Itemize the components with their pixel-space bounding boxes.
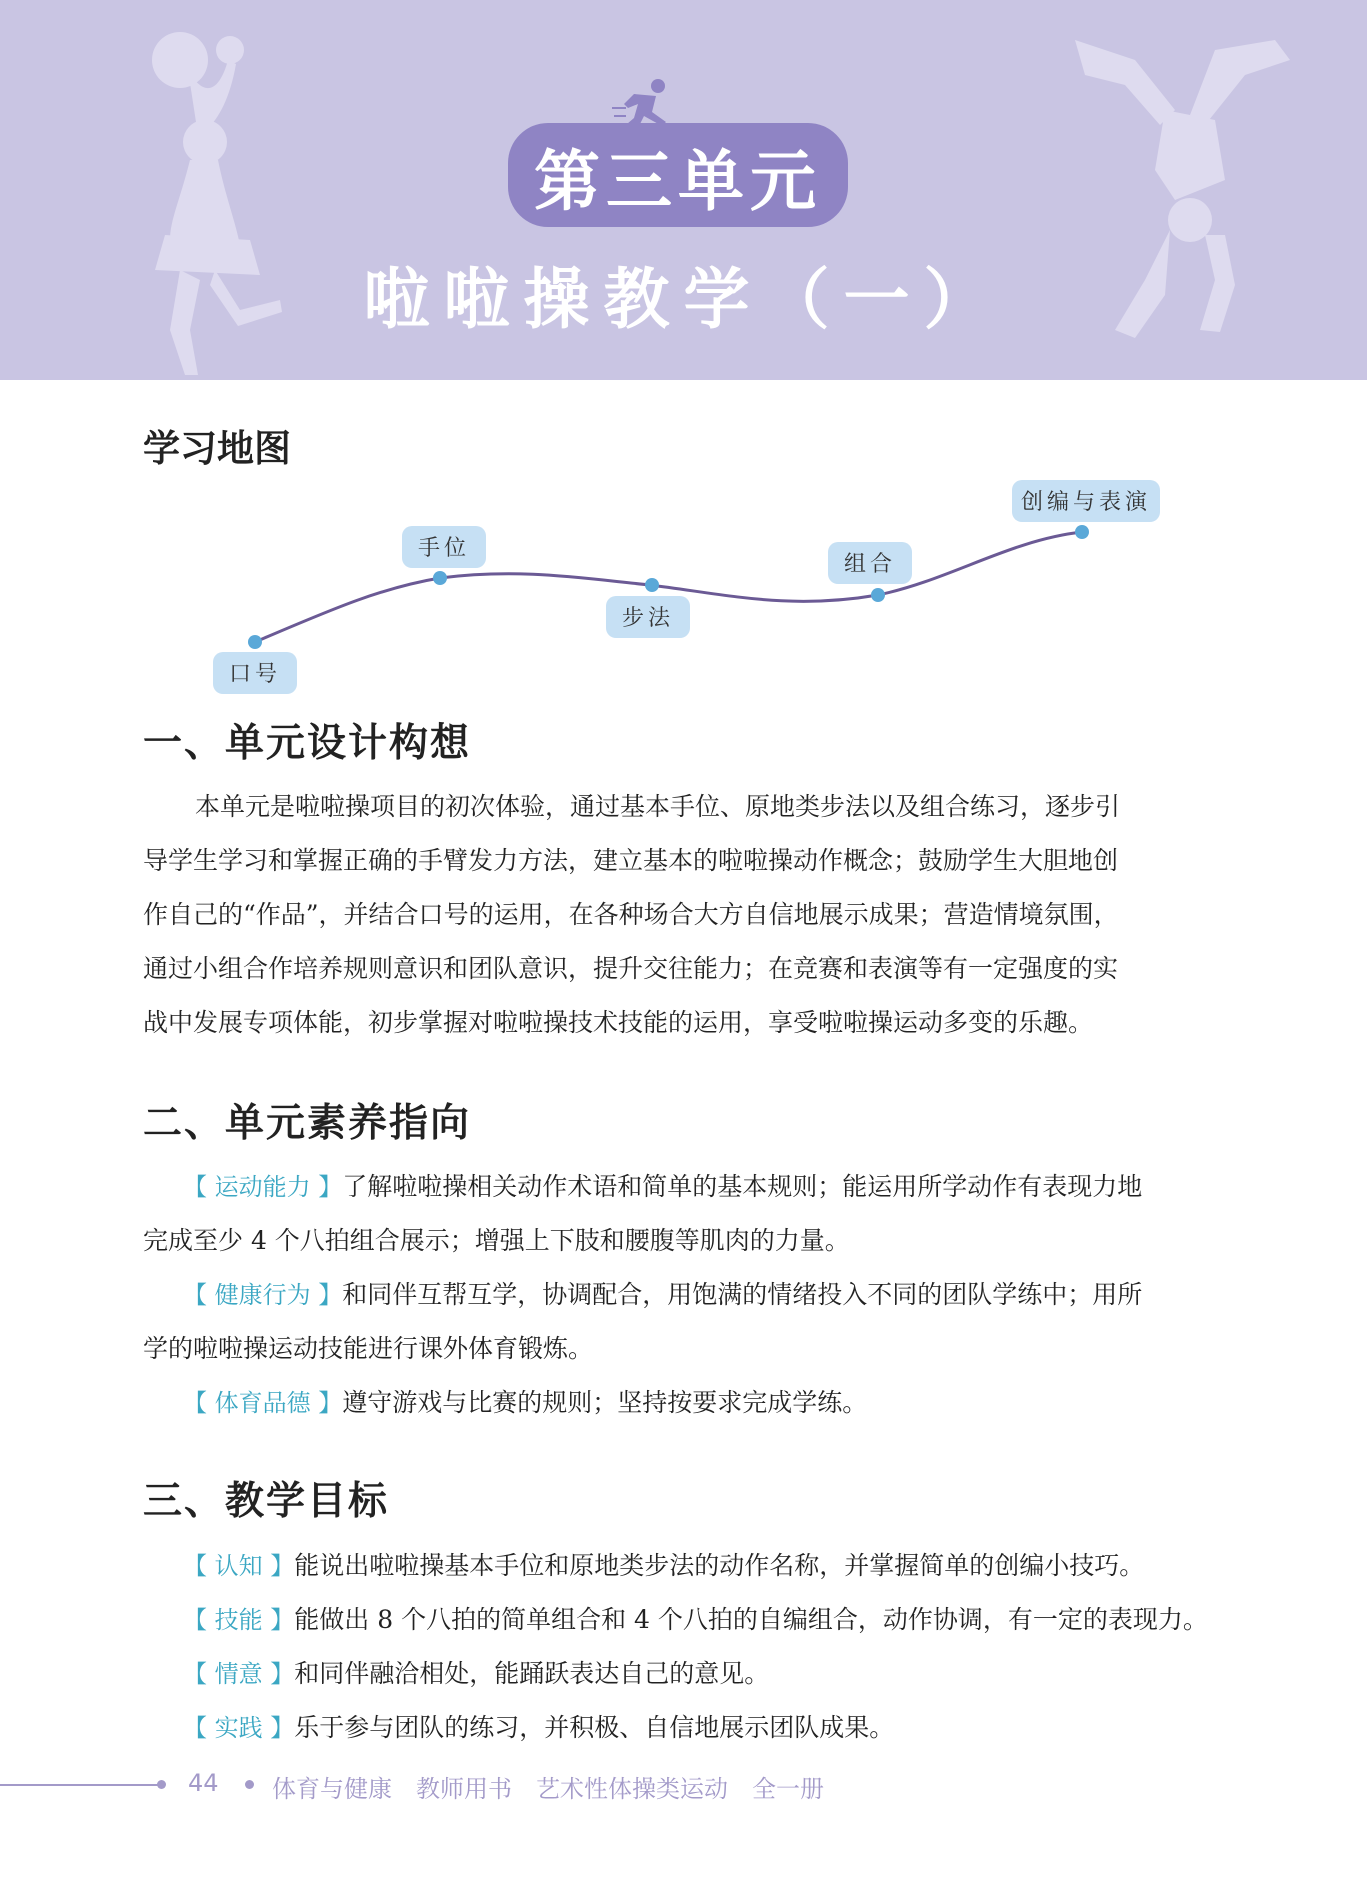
objective-item	[143, 1701, 1223, 1755]
objective-item	[143, 1647, 1223, 1701]
literacy-text: 遵守游戏与比赛的规则；坚持按要求完成学练。	[342, 1388, 868, 1417]
body-line: 战中发展专项体能，初步掌握对啦啦操技术技能的运用，享受啦啦操运动多变的乐趣。	[143, 1008, 1094, 1037]
footer-dot	[245, 1780, 254, 1789]
section-design-heading: 一、单元设计构想	[143, 720, 472, 766]
unit-number: 第三单元	[534, 142, 822, 220]
learning-map	[0, 470, 1367, 700]
objective-tag: 【 技能 】	[183, 1606, 295, 1634]
stage-dot	[248, 635, 262, 649]
objective-item	[143, 1539, 1223, 1593]
stage-label-slogan: 口号	[228, 662, 282, 687]
section-literacy-body	[143, 1160, 1213, 1430]
objective-tag: 【 情意 】	[183, 1660, 295, 1688]
section-design-body	[143, 780, 1213, 1050]
stage-label-combination: 组合	[843, 552, 897, 577]
objective-item	[143, 1593, 1223, 1647]
stage-dot	[1075, 525, 1089, 539]
learning-map-title: 学习地图	[143, 426, 291, 470]
body-line: 本单元是啦啦操项目的初次体验，通过基本手位、原地类步法以及组合练习，逐步引	[195, 792, 1121, 821]
unit-number-badge	[508, 123, 848, 227]
body-line: 作自己的“作品”，并结合口号的运用，在各种场合大方自信地展示成果；营造情境氛围，	[143, 900, 1119, 929]
stage-dot	[645, 578, 659, 592]
section-literacy-heading: 二、单元素养指向	[143, 1100, 472, 1146]
literacy-text: 学的啦啦操运动技能进行课外体育锻炼。	[143, 1334, 594, 1363]
stage-label-hand-position: 手位	[417, 536, 471, 561]
page-number: 44	[188, 1769, 219, 1797]
literacy-tag: 【 运动能力 】	[183, 1173, 343, 1201]
objective-text: 能做出 8 个八拍的简单组合和 4 个八拍的自编组合，动作协调，有一定的表现力。	[294, 1605, 1208, 1634]
unit-banner	[0, 0, 1367, 380]
stage-label-footwork: 步法	[621, 606, 675, 631]
section-objectives-heading: 三、教学目标	[143, 1478, 390, 1524]
stage-dot	[433, 571, 447, 585]
objective-tag: 【 认知 】	[183, 1552, 295, 1580]
stage-label-choreography: 创编与表演	[1020, 490, 1152, 515]
body-line: 通过小组合作培养规则意识和团队意识，提升交往能力；在竞赛和表演等有一定强度的实	[143, 954, 1119, 983]
footer-rule	[0, 1784, 160, 1786]
page-footer	[0, 1765, 1367, 1805]
objective-text: 乐于参与团队的练习，并积极、自信地展示团队成果。	[294, 1713, 895, 1742]
literacy-text: 完成至少 4 个八拍组合展示；增强上下肢和腰腹等肌肉的力量。	[143, 1226, 850, 1255]
objective-text: 能说出啦啦操基本手位和原地类步法的动作名称，并掌握简单的创编小技巧。	[294, 1551, 1145, 1580]
objective-text: 和同伴融洽相处，能踊跃表达自己的意见。	[294, 1659, 770, 1688]
unit-title: 啦啦操教学（一）	[363, 261, 1004, 338]
literacy-tag: 【 健康行为 】	[183, 1281, 343, 1309]
literacy-text: 和同伴互帮互学，协调配合，用饱满的情绪投入不同的团队学练中；用所	[342, 1280, 1143, 1309]
literacy-text: 了解啦啦操相关动作术语和简单的基本规则；能运用所学动作有表现力地	[342, 1172, 1143, 1201]
book-title: 体育与健康 教师用书 艺术性体操类运动 全一册	[272, 1775, 824, 1803]
footer-dot	[157, 1780, 166, 1789]
stage-dot	[871, 588, 885, 602]
literacy-tag: 【 体育品德 】	[183, 1389, 343, 1417]
body-line: 导学生学习和掌握正确的手臂发力方法，建立基本的啦啦操动作概念；鼓励学生大胆地创	[143, 846, 1119, 875]
objective-tag: 【 实践 】	[183, 1714, 295, 1742]
